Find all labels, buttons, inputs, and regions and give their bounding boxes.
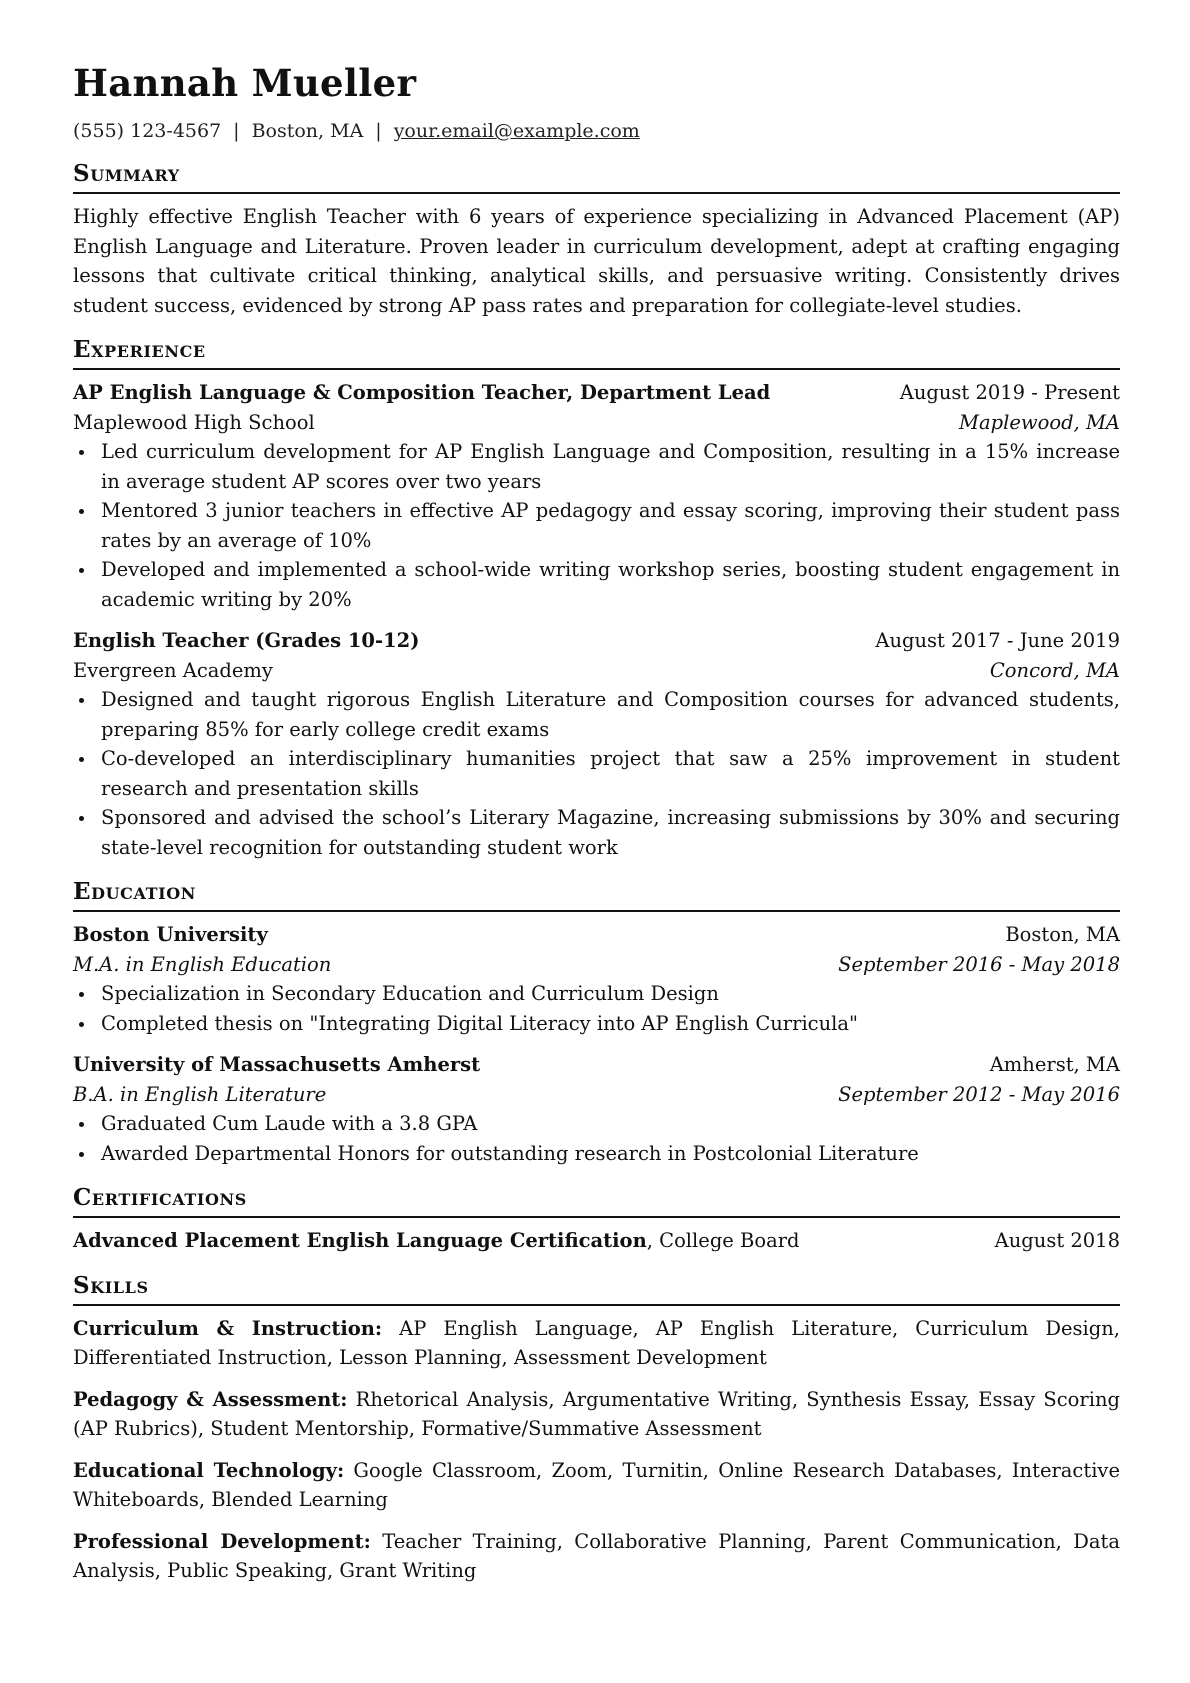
list-item [73, 803, 1120, 862]
skill-group [73, 1385, 1120, 1444]
section-title-certifications: Certifications [73, 1184, 1120, 1218]
education-section [73, 878, 1120, 1168]
list-item [73, 744, 1120, 803]
list-item [73, 1109, 1120, 1139]
job-title: AP English Language & Composition Teacher, Department Lead [73, 381, 771, 404]
education-bullets [73, 1109, 1120, 1168]
experience-entry [73, 626, 1120, 862]
phone-number: (555) 123-4567 [73, 120, 222, 142]
education-entry [73, 1050, 1120, 1168]
degree: M.A. in English Education [73, 952, 332, 976]
bullet-text: Completed thesis on "Integrating Digital Literacy into AP English Curricula" [101, 1011, 858, 1035]
list-item [73, 437, 1120, 496]
employer: Evergreen Academy [73, 658, 273, 682]
summary-text: Highly effective English Teacher with 6 years of experience specializing in Advanced Placement (AP) English Language and Literature. Proven leader in curriculum development, adept at crafting engaging lessons that cultivate critical thinking, analytical skills, and persuasive writing. Consistently drives student success, evidenced by strong AP pass rates and preparation for collegiate-level studies. [73, 205, 1120, 317]
skill-group [73, 1456, 1120, 1515]
location: Boston, MA [251, 120, 364, 142]
summary-section [73, 160, 1120, 320]
bullet-icon [79, 509, 84, 514]
list-item [73, 979, 1120, 1009]
skill-group [73, 1527, 1120, 1586]
contact-separator: | [233, 120, 240, 142]
job-dates: August 2019 - Present [899, 381, 1120, 404]
section-title-experience: Experience [73, 336, 1120, 370]
bullet-text: Designed and taught rigorous English Literature and Composition courses for advanced students, preparing 85% for early college credit exams [101, 688, 1120, 741]
certification-issuer: , College Board [646, 1229, 800, 1252]
skill-label: Educational Technology: [73, 1458, 345, 1482]
school-location: Boston, MA [1005, 923, 1120, 946]
list-item [73, 685, 1120, 744]
list-item [73, 555, 1120, 614]
certification-name: Advanced Placement English Language Certification [73, 1229, 647, 1252]
skill-list: AP English Language, AP English Literature, Curriculum Design, Differentiated Instruction, Lesson Planning, Assessment Development [73, 1316, 1120, 1369]
section-title-skills: Skills [73, 1272, 1120, 1306]
bullet-icon [79, 1122, 84, 1127]
section-title-summary: Summary [73, 160, 1120, 194]
certification-entry [73, 1226, 1120, 1256]
bullet-text: Mentored 3 junior teachers in effective AP pedagogy and essay scoring, improving their student pass rates by an average of 10% [101, 499, 1120, 552]
list-item [73, 496, 1120, 555]
bullet-text: Developed and implemented a school-wide writing workshop series, boosting student engagement in academic writing by 20% [101, 558, 1120, 611]
bullet-icon [79, 698, 84, 703]
section-title-education: Education [73, 878, 1120, 912]
list-item [73, 1009, 1120, 1039]
experience-section [73, 336, 1120, 862]
bullet-text: Specialization in Secondary Education and Curriculum Design [101, 982, 719, 1005]
job-bullets [73, 437, 1120, 614]
candidate-name: Hannah Mueller [73, 61, 417, 105]
bullet-text: Sponsored and advised the school’s Literary Magazine, increasing submissions by 30% and securing state-level recognition for outstanding student work [101, 806, 1120, 859]
experience-entry [73, 378, 1120, 614]
bullet-icon [79, 568, 84, 573]
email-link[interactable]: your.email@example.com [393, 120, 640, 142]
education-bullets [73, 979, 1120, 1038]
skill-label: Pedagogy & Assessment: [73, 1387, 348, 1411]
bullet-text: Graduated Cum Laude with a 3.8 GPA [101, 1112, 478, 1135]
education-entry [73, 920, 1120, 1038]
job-location: Concord, MA [989, 658, 1120, 682]
skill-list: Google Classroom, Zoom, Turnitin, Online Research Databases, Interactive Whiteboards, Blended Learning [73, 1458, 1120, 1511]
education-dates: September 2012 - May 2016 [838, 1082, 1120, 1106]
bullet-text: Co-developed an interdisciplinary humanities project that saw a 25% improvement in student research and presentation skills [101, 747, 1120, 800]
employer: Maplewood High School [73, 410, 315, 434]
bullet-icon [79, 1022, 84, 1027]
bullet-text: Awarded Departmental Honors for outstanding research in Postcolonial Literature [101, 1141, 919, 1165]
job-title: English Teacher (Grades 10-12) [73, 629, 420, 652]
bullet-icon [79, 816, 84, 821]
school-name: Boston University [73, 923, 268, 946]
certifications-section [73, 1184, 1120, 1256]
school-name: University of Massachusetts Amherst [73, 1053, 481, 1076]
job-bullets [73, 685, 1120, 862]
education-dates: September 2016 - May 2018 [838, 952, 1120, 976]
bullet-text: Led curriculum development for AP English Language and Composition, resulting in a 15% increase in average student AP scores over two years [101, 440, 1120, 493]
school-location: Amherst, MA [989, 1053, 1120, 1076]
job-location: Maplewood, MA [959, 410, 1120, 434]
bullet-icon [79, 757, 84, 762]
contact-separator: | [375, 120, 382, 142]
bullet-icon [79, 992, 84, 997]
skill-label: Curriculum & Instruction: [73, 1316, 383, 1340]
skill-label: Professional Development: [73, 1529, 371, 1553]
skills-section [73, 1272, 1120, 1586]
list-item [73, 1139, 1120, 1169]
skill-group [73, 1314, 1120, 1373]
skill-list: Rhetorical Analysis, Argumentative Writing, Synthesis Essay, Essay Scoring (AP Rubrics), Student Mentorship, Formative/Summative Assessment [73, 1387, 1120, 1440]
skill-list: Teacher Training, Collaborative Planning, Parent Communication, Data Analysis, Public Speaking, Grant Writing [73, 1529, 1120, 1582]
bullet-icon [79, 1152, 84, 1157]
certification-date: August 2018 [994, 1229, 1120, 1252]
contact-line [73, 118, 1120, 144]
bullet-icon [79, 450, 84, 455]
degree: B.A. in English Literature [73, 1082, 327, 1106]
job-dates: August 2017 - June 2019 [875, 629, 1120, 652]
